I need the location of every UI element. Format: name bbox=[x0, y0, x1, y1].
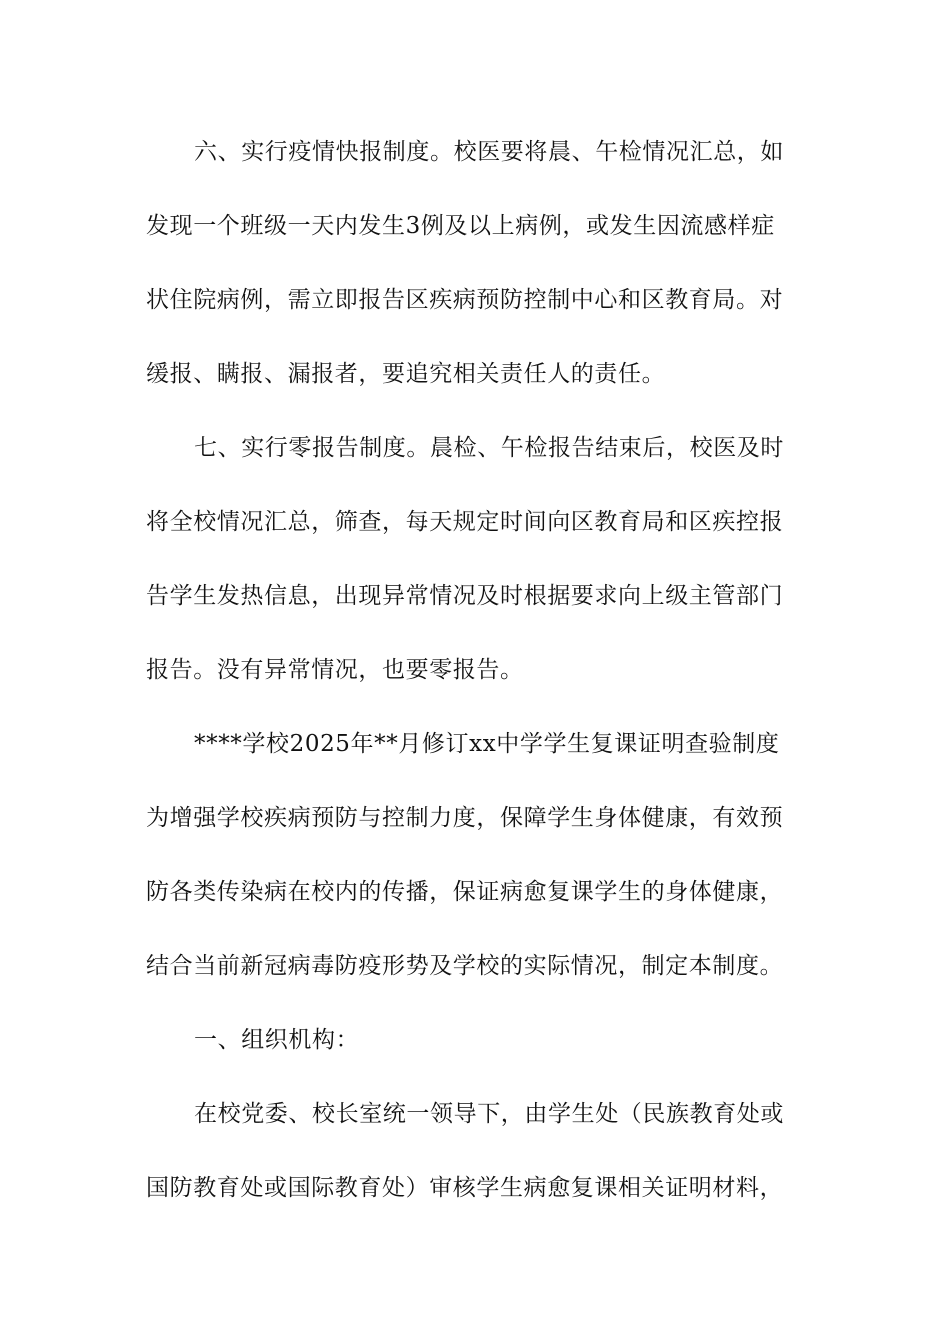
text-line: 告学生发热信息，出现异常情况及时根据要求向上级主管部门 bbox=[146, 583, 784, 609]
text-line: 为增强学校疾病预防与控制力度，保障学生身体健康，有效预 bbox=[146, 805, 784, 831]
text-line-section-one: 一、组织机构： bbox=[194, 1027, 360, 1053]
text-line: 状住院病例，需立即报告区疾病预防控制中心和区教育局。对 bbox=[146, 287, 784, 313]
text-line: 在校党委、校长室统一领导下，由学生处（民族教育处或 bbox=[194, 1101, 784, 1127]
text-line: 缓报、瞒报、漏报者，要追究相关责任人的责任。 bbox=[146, 361, 666, 387]
document-heading: ****学校2025年**月修订xx中学学生复课证明查验制度 bbox=[194, 731, 780, 757]
text-line-section-six: 六、实行疫情快报制度。校医要将晨、午检情况汇总，如 bbox=[194, 139, 784, 165]
text-line: 防各类传染病在校内的传播，保证病愈复课学生的身体健康， bbox=[146, 879, 784, 905]
text-line-section-seven: 七、实行零报告制度。晨检、午检报告结束后，校医及时 bbox=[194, 435, 784, 461]
text-line: 报告。没有异常情况，也要零报告。 bbox=[146, 657, 524, 683]
text-line: 国防教育处或国际教育处）审核学生病愈复课相关证明材料， bbox=[146, 1175, 784, 1201]
text-line: 将全校情况汇总，筛查，每天规定时间向区教育局和区疾控报 bbox=[146, 509, 784, 535]
text-line: 结合当前新冠病毒防疫形势及学校的实际情况，制定本制度。 bbox=[146, 953, 784, 979]
text-line: 发现一个班级一天内发生3例及以上病例，或发生因流感样症 bbox=[146, 213, 775, 239]
